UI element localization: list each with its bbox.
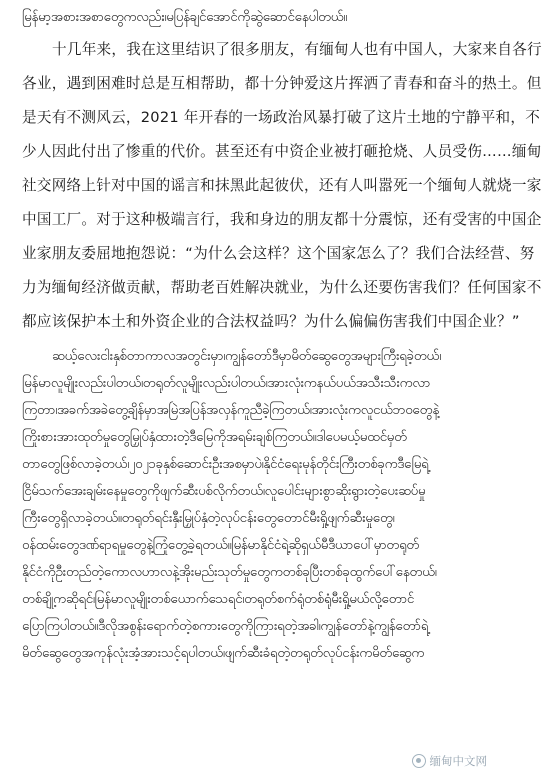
burmese-intro-line: မြန်မာ့အစားအစာတွေကလည်း၊မပြန်ချင်အောင်ကိုဆွဲဆောင်နေပါတယ်။: [22, 10, 348, 25]
logo-icon: [412, 754, 426, 768]
burmese-line: ဝန်ထမ်းတွေဒဏ်ရာရမှုတွေနဲ့ကြုံတွေ့ခဲ့ရတယ်။မြန်မာနိုင်ငံရဲ့ဆိုရှယ်မီဒီယာပေါ်မှာတရုတ်: [22, 538, 420, 553]
chinese-line: 是天有不测风云，2021 年开春的一场政治风暴打破了这片土地的宁静平和，不: [22, 109, 541, 126]
chinese-line: 十几年来，我在这里结识了很多朋友，有缅甸人也有中国人，大家来自各行: [52, 41, 542, 58]
chinese-line: 业家朋友委屈地抱怨说：“为什么会这样？这个国家怎么了？我们合法经营、努: [22, 245, 535, 262]
chinese-line: 都应该保护本土和外资企业的合法权益吗？为什么偏偏伤害我们中国企业？”: [22, 313, 520, 330]
burmese-line: ပြောကြပါတယ်။ဒီလိုအစွန်းရောက်တဲ့စကားတွေကိုကြားရတဲ့အခါ၊ကျွန်တော်နဲ့ကျွန်တော်ရဲ့: [22, 619, 429, 634]
burmese-line: နိုင်ငံကိုဦးတည်တဲ့ကောလဟာလနဲ့အိုးမည်းသုတ်မှုတွေကတစ်ခုပြီးတစ်ခုထွက်ပေါ်နေတယ်၊: [22, 565, 437, 580]
watermark-text: 缅甸中文网: [429, 754, 487, 768]
burmese-line: ကြိုးစားအားထုတ်မှုတွေမြှုပ်နှံထားတဲ့ဒီမြေကိုအရမ်းချစ်ကြတယ်။ဒါပေမယ့်မထင်မှတ်: [22, 430, 407, 445]
burmese-line: မိတ်ဆွေတွေအကုန်လုံးအံ့အားသင့်ရပါတယ်၊ဖျက်ဆီးခံရတဲ့တရုတ်လုပ်ငန်းကမိတ်ဆွေက: [22, 646, 425, 661]
burmese-line: ကြတာ၊အခက်အခဲတွေ့ချိန်မှာအမြဲအပြန်အလှန်ကူညီခဲ့ကြတယ်၊အားလုံးကလူငယ်ဘဝတွေနဲ့: [22, 403, 439, 418]
burmese-line: ဆယ့်လေးငါးနှစ်တာကာလအတွင်းမှာ၊ကျွန်တော်ဒီမှာမိတ်ဆွေတွေအများကြီးရခဲ့တယ်၊: [52, 349, 441, 364]
burmese-line: တစ်ချို့ကဆိုရင်၊မြန်မာလူမျိုးတစ်ယောက်သေရင်၊တရုတ်စက်ရုံတစ်ရုံမီးရှို့မယ်လို့တောင်: [22, 592, 415, 607]
burmese-paragraph: [22, 343, 477, 667]
burmese-line: မြန်မာလူမျိုးလည်းပါတယ်၊တရုတ်လူမျိုးလည်းပါတယ်၊အားလုံးကနယ်ပယ်အသီးသီးကလာ: [22, 376, 431, 391]
chinese-line: 各业，遇到困难时总是互相帮助，都十分钟爱这片挥洒了青春和奋斗的热土。但: [22, 75, 542, 92]
chinese-line: 社交网络上针对中国的谣言和抹黑此起彼伏，还有人叫嚣死一个缅甸人就烧一家: [22, 177, 542, 194]
burmese-line: ငြိမ်သက်အေးချမ်းနေမှုတွေကိုဖျက်ဆီးပစ်လိုက်တယ်၊လူပေါင်းများစွာဆိုးရွားတဲ့ပေးဆပ်မှု: [22, 484, 426, 499]
chinese-line: 少人因此付出了惨重的代价。甚至还有中资企业被打砸抢烧、人员受伤……缅甸: [22, 143, 542, 160]
chinese-line: 中国工厂。对于这种极端言行，我和身边的朋友都十分震惊，还有受害的中国企: [22, 211, 542, 228]
chinese-paragraph: [22, 33, 542, 339]
watermark: [412, 753, 488, 769]
burmese-line: တာတွေဖြစ်လာခဲ့တယ်၊၂၀၂၁ခုနှစ်ဆောင်းဦးအစမှာပဲ၊နိုင်ငံရေးမုန်တိုင်းကြီးတစ်ခုကဒီမြေရဲ့: [22, 457, 429, 472]
burmese-line: ကြီးတွေရှိလာခဲ့တယ်။တရုတ်ရင်းနှီးမြှုပ်နှံတဲ့လုပ်ငန်းတွေတောင်မီးရှို့ဖျက်ဆီးမှုတွေ၊: [22, 511, 395, 526]
chinese-line: 力为缅甸经济做贡献，帮助老百姓解决就业，为什么还要伤害我们？任何国家不: [22, 279, 542, 296]
